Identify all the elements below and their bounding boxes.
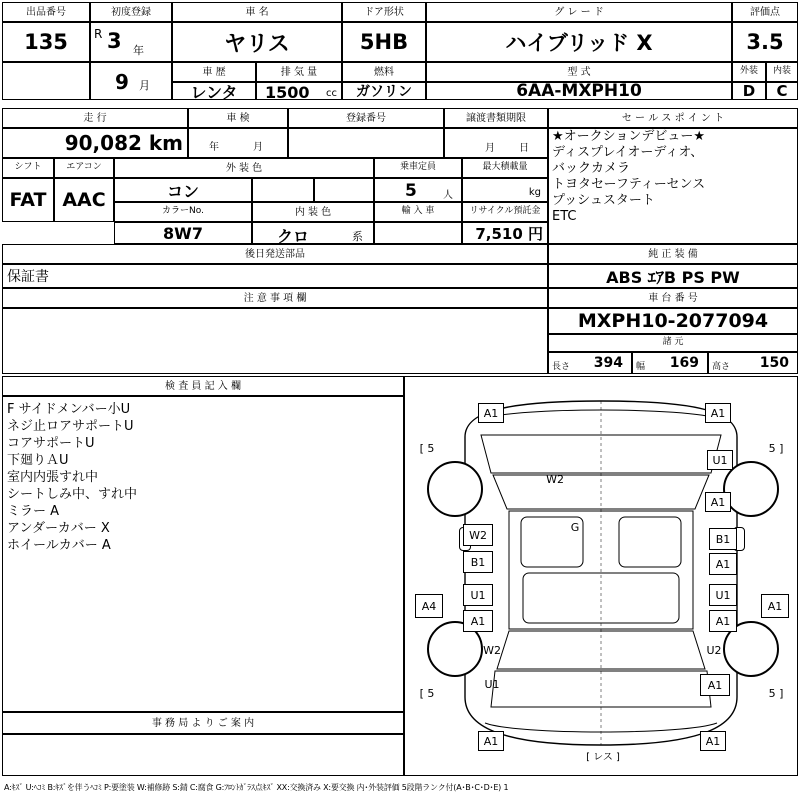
damage-code: U1 [709,584,737,606]
first-reg-value [90,22,172,62]
exhibit-no-spacer [2,62,90,100]
inspector-line: アンダーカバー X [7,521,110,536]
int-color-suffix: 系 [352,230,363,243]
shift-label: シフト [2,158,54,178]
warranty-value: 保証書 [2,264,548,288]
score-value: 3.5 [732,22,798,62]
recycle-label: リサイクル預託金 [462,202,548,222]
shift-value: FAT [2,178,54,222]
ext-color-value: コン [114,178,252,202]
max-load-label: 最大積載量 [462,158,548,178]
first-reg-year-unit: 年 [133,44,144,57]
reg-no-value [288,128,444,158]
first-reg-month [90,62,172,100]
inspector-line: シートしみ中、すれ中 [7,487,138,502]
inspector-line: ネジ止ロアサポートU [7,419,134,434]
sales-point-line: トヨタセーフティーセンス [552,177,706,192]
damage-code: 5 ] [768,441,784,455]
int-color-label: 内 装 色 [252,202,374,222]
ext-color-label: 外 装 色 [114,158,374,178]
wheel-front-left [427,461,483,517]
caution-area [2,308,548,374]
legend-text: A:ｷｽﾞ U:ﾍｺﾐ B:ｷｽﾞを伴うﾍｺﾐ P:要塗装 W:補修跡 S:錆 C:腐食 G:ﾌﾛﾝﾄｶﾞﾗｽ点ｷｽﾞ XX:交換済み X:要交換 内･外装評価 5段階ランク付(A･B･C･D･E) 1 [4,783,509,792]
office-notice-area [2,734,404,776]
model-label: 型 式 [426,62,732,82]
genuine-equip-label: 純 正 装 備 [548,244,798,264]
length-cell [548,352,632,374]
damage-code: [ 5 [419,686,435,700]
displacement-value [256,82,342,100]
recycle-value: 7,510 円 [462,222,548,244]
chassis-value: MXPH10-2077094 [548,308,798,334]
displacement-number: 1500 [265,83,310,102]
length-value: 394 [593,355,623,371]
fuel-value: ガソリン [342,82,426,100]
damage-code: B1 [709,528,737,550]
damage-code: A1 [478,403,504,423]
first-reg-month-unit: 月 [139,79,150,92]
damage-code: [ 5 [419,441,435,455]
displacement-unit: cc [326,88,337,99]
exhibit-no-value: 135 [2,22,90,62]
damage-code: W2 [546,472,564,486]
later-parts-label: 後日発送部品 [2,244,548,264]
damage-code: A1 [761,594,789,618]
damage-code: A4 [415,594,443,618]
genuine-equip-value: ABS ｴｱB PS PW [548,264,798,288]
inspector-line: 下廻りＡU [7,453,69,468]
sales-point-line: ETC [552,209,577,224]
damage-code: G [570,520,580,534]
reg-no-label: 登録番号 [288,108,444,128]
transfer-value [444,128,548,158]
door-shape-value: 5HB [342,22,426,62]
damage-code: 5 ] [768,686,784,700]
first-reg-era: R [94,27,103,41]
import-value [374,222,462,244]
mileage-value: 90,082 km [2,128,188,158]
damage-code: U2 [706,643,722,657]
sales-point-line: バックカメラ [552,161,631,176]
inspector-label: 検 査 員 記 入 欄 [2,376,404,396]
inspector-line: コアサポートU [7,436,95,451]
damage-code: W2 [463,524,493,546]
damage-code: A1 [705,403,731,423]
inspection-value [188,128,288,158]
damage-code: W2 [483,643,501,657]
seats-unit: 人 [443,190,453,201]
diagram-bottom-note: [ レス ] [586,751,620,763]
height-cell [708,352,798,374]
damage-code: U1 [484,677,500,691]
height-value: 150 [759,355,789,371]
history-value: レンタ [172,82,256,100]
ac-value: AAC [54,178,114,222]
model-value: 6AA-MXPH10 [426,82,732,100]
score-label: 評価点 [732,2,798,22]
inspection-month-unit: 月 [253,142,263,153]
door-shape-label: ドア形状 [342,2,426,22]
inspection-year-unit: 年 [209,142,219,153]
car-name-value: ヤリス [172,22,342,62]
office-notice-label: 事 務 局 よ り ご 案 内 [2,712,404,734]
length-label: 長さ [552,362,571,372]
history-label: 車 歴 [172,62,256,82]
inspector-line: ミラー A [7,504,60,519]
inspector-line: F サイドメンバー小U [7,402,131,417]
transfer-label: 譲渡書類期限 [444,108,548,128]
damage-code: A1 [463,610,493,632]
chassis-label: 車 台 番 号 [548,288,798,308]
inspector-notes [2,396,404,712]
width-value: 169 [669,355,699,371]
sales-point-line: ディスプレイオーディオ、 [552,145,704,160]
sales-point-line: プッシュスタート [552,193,655,208]
damage-code: A1 [700,731,726,751]
caution-label: 注 意 事 項 欄 [2,288,548,308]
import-label: 輸 入 車 [374,202,462,222]
damage-code: B1 [463,551,493,573]
seats-number: 5 [405,181,417,201]
sales-points-list [548,128,798,244]
grade-value: ハイブリッド X [426,22,732,62]
damage-diagram [404,376,798,776]
damage-code: A1 [709,610,737,632]
ext-grade-label: 外装 [732,62,766,82]
inspector-line: 室内内張すれ中 [7,470,99,485]
exhibit-no-label: 出品番号 [2,2,90,22]
int-color-text: クロ [277,227,310,246]
displacement-label: 排 気 量 [256,62,342,82]
width-label: 幅 [636,362,646,372]
origin-label: 諸 元 [548,334,798,352]
color-no-label: カラーNo. [114,202,252,222]
color-no-value: 8W7 [114,222,252,244]
inspection-label: 車 検 [188,108,288,128]
width-cell [632,352,708,374]
damage-code: U1 [463,584,493,606]
ac-label: エアコン [54,158,114,178]
fuel-label: 燃料 [342,62,426,82]
transfer-day-unit: 日 [519,143,529,154]
max-load-unit: kg [528,187,541,198]
ext-grade-value: D [732,82,766,100]
sales-point-line: ★オークションデビュー★ [552,129,706,144]
int-grade-label: 内装 [766,62,798,82]
first-reg-month-value: 9 [115,70,129,94]
damage-code: A1 [705,492,731,512]
damage-code: A1 [478,731,504,751]
mileage-label: 走 行 [2,108,188,128]
seats-label: 乗車定員 [374,158,462,178]
int-color-value [252,222,374,244]
ext-color-extra-2 [314,178,374,202]
car-name-label: 車 名 [172,2,342,22]
inspector-line: ホイールカバー A [7,538,111,553]
height-label: 高さ [712,362,731,372]
damage-code: A1 [709,553,737,575]
int-grade-value: C [766,82,798,100]
ext-color-extra-1 [252,178,314,202]
first-reg-label: 初度登録 [90,2,172,22]
first-reg-year-value: 3 [107,29,122,53]
damage-code: U1 [707,450,733,470]
grade-label: グ レ ー ド [426,2,732,22]
transfer-month-unit: 月 [485,143,495,154]
max-load-value [462,178,548,202]
seats-value [374,178,462,202]
damage-code: A1 [700,674,730,696]
sales-point-label: セ ー ル ス ポ イ ン ト [548,108,798,128]
